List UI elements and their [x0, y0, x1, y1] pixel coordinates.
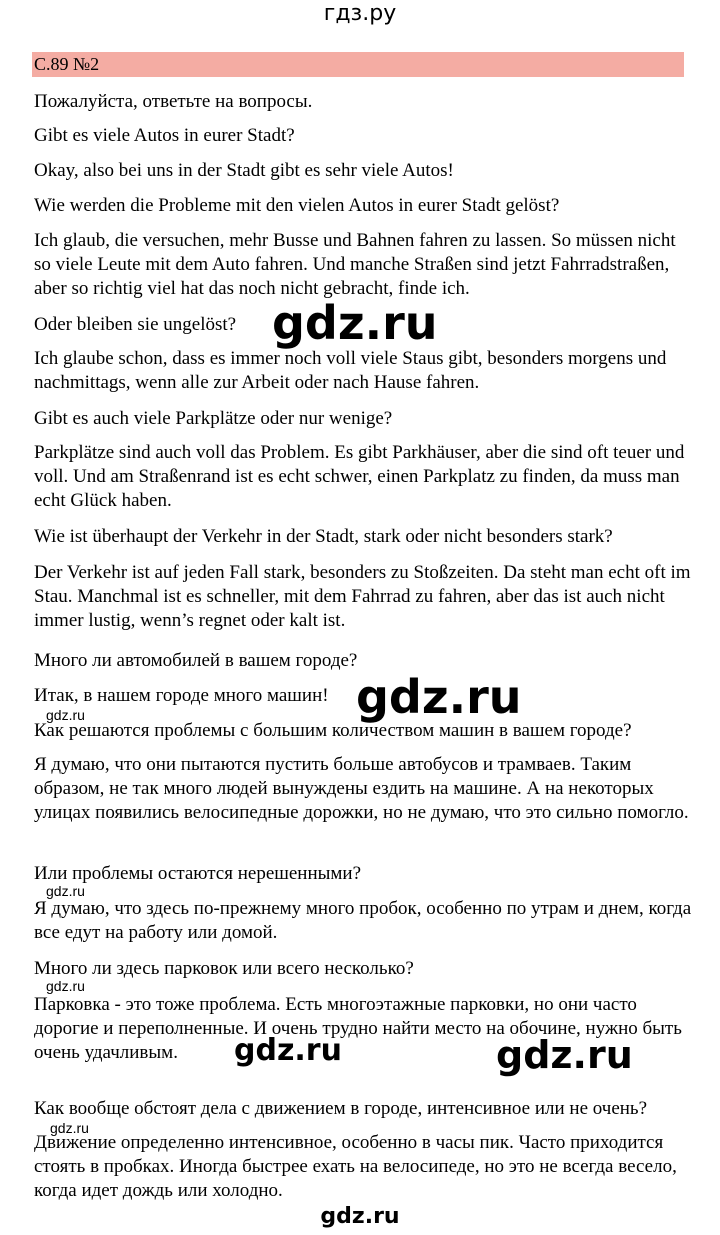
paragraph: Okay, also bei uns in der Stadt gibt es sehr viele Autos!	[34, 160, 454, 181]
paragraph: Я думаю, что они пытаются пустить больше автобусов и трамваев. Таким образом, не так много людей вынуждены ездить на машине. А на некоторых улицах появились велосипедные дорожки, но не думаю, что это сильно помогло.	[34, 754, 689, 823]
paragraph: Как вообще обстоят дела с движением в городе, интенсивное или не очень?	[34, 1098, 648, 1119]
paragraph: Или проблемы остаются нерешенными?	[34, 863, 362, 884]
paragraph: Gibt es viele Autos in eurer Stadt?	[34, 125, 295, 146]
paragraph: Пожалуйста, ответьте на вопросы.	[34, 91, 313, 112]
paragraph: Gibt es auch viele Parkplätze oder nur wenige?	[34, 408, 393, 429]
paragraph: Wie ist überhaupt der Verkehr in der Stadt, stark oder nicht besonders stark?	[34, 526, 613, 547]
site-title: гдз.ру	[323, 1, 397, 26]
watermark: gdz.ru	[50, 1120, 89, 1136]
paragraph: Oder bleiben sie ungelöst?	[34, 314, 237, 335]
watermark: gdz.ru	[356, 670, 522, 724]
paragraph: Ich glaub, die versuchen, mehr Busse und Bahnen fahren zu lassen. So müssen nicht so viele Leute mit dem Auto fahren. Und manche Straßen sind jetzt Fahrradstraßen, aber so richtig viel hat das noch nicht gebracht, finde ich.	[34, 230, 676, 299]
page-header: С.89 №2	[32, 52, 684, 77]
paragraph: Много ли автомобилей в вашем городе?	[34, 650, 358, 671]
paragraph: Итак, в нашем городе много машин!	[34, 685, 329, 706]
watermark: gdz.ru	[496, 1033, 633, 1077]
paragraph: Wie werden die Probleme mit den vielen Autos in eurer Stadt gelöst?	[34, 195, 560, 216]
paragraph: Движение определенно интенсивное, особенно в часы пик. Часто приходится стоять в пробках. Иногда быстрее ехать на велосипеде, но это не всегда весело, когда идет дождь или холодно.	[34, 1132, 677, 1201]
paragraph: Я думаю, что здесь по-прежнему много пробок, особенно по утрам и днем, когда все едут на работу или домой.	[34, 898, 692, 943]
watermark: gdz.ru	[46, 883, 85, 899]
paragraph: Ich glaube schon, dass es immer noch voll viele Staus gibt, besonders morgens und nachmittags, wenn alle zur Arbeit oder nach Hause fahren.	[34, 348, 667, 393]
paragraph: Parkplätze sind auch voll das Problem. Es gibt Parkhäuser, aber die sind oft teuer und voll. Und am Straßenrand ist es echt schwer, einen Parkplatz zu finden, da muss man echt Glück haben.	[34, 442, 685, 511]
paragraph: Парковка - это тоже проблема. Есть многоэтажные парковки, но они часто дорогие и переполненные. И очень трудно найти место на обочине, нужно быть очень удачливым.	[34, 994, 682, 1063]
watermark: gdz.ru	[46, 978, 85, 994]
paragraph: Много ли здесь парковок или всего несколько?	[34, 958, 414, 979]
watermark: gdz.ru	[46, 707, 85, 723]
paragraph: Как решаются проблемы с большим количеством машин в вашем городе?	[34, 720, 632, 741]
footer-watermark: gdz.ru	[320, 1204, 400, 1229]
paragraph: Der Verkehr ist auf jeden Fall stark, besonders zu Stoßzeiten. Da steht man echt oft im Stau. Manchmal ist es schneller, mit dem Fahrrad zu fahren, aber das ist auch nicht immer lustig, wenn’s regnet oder kalt ist.	[34, 562, 691, 631]
watermark: gdz.ru	[234, 1033, 342, 1068]
watermark: gdz.ru	[272, 296, 438, 350]
